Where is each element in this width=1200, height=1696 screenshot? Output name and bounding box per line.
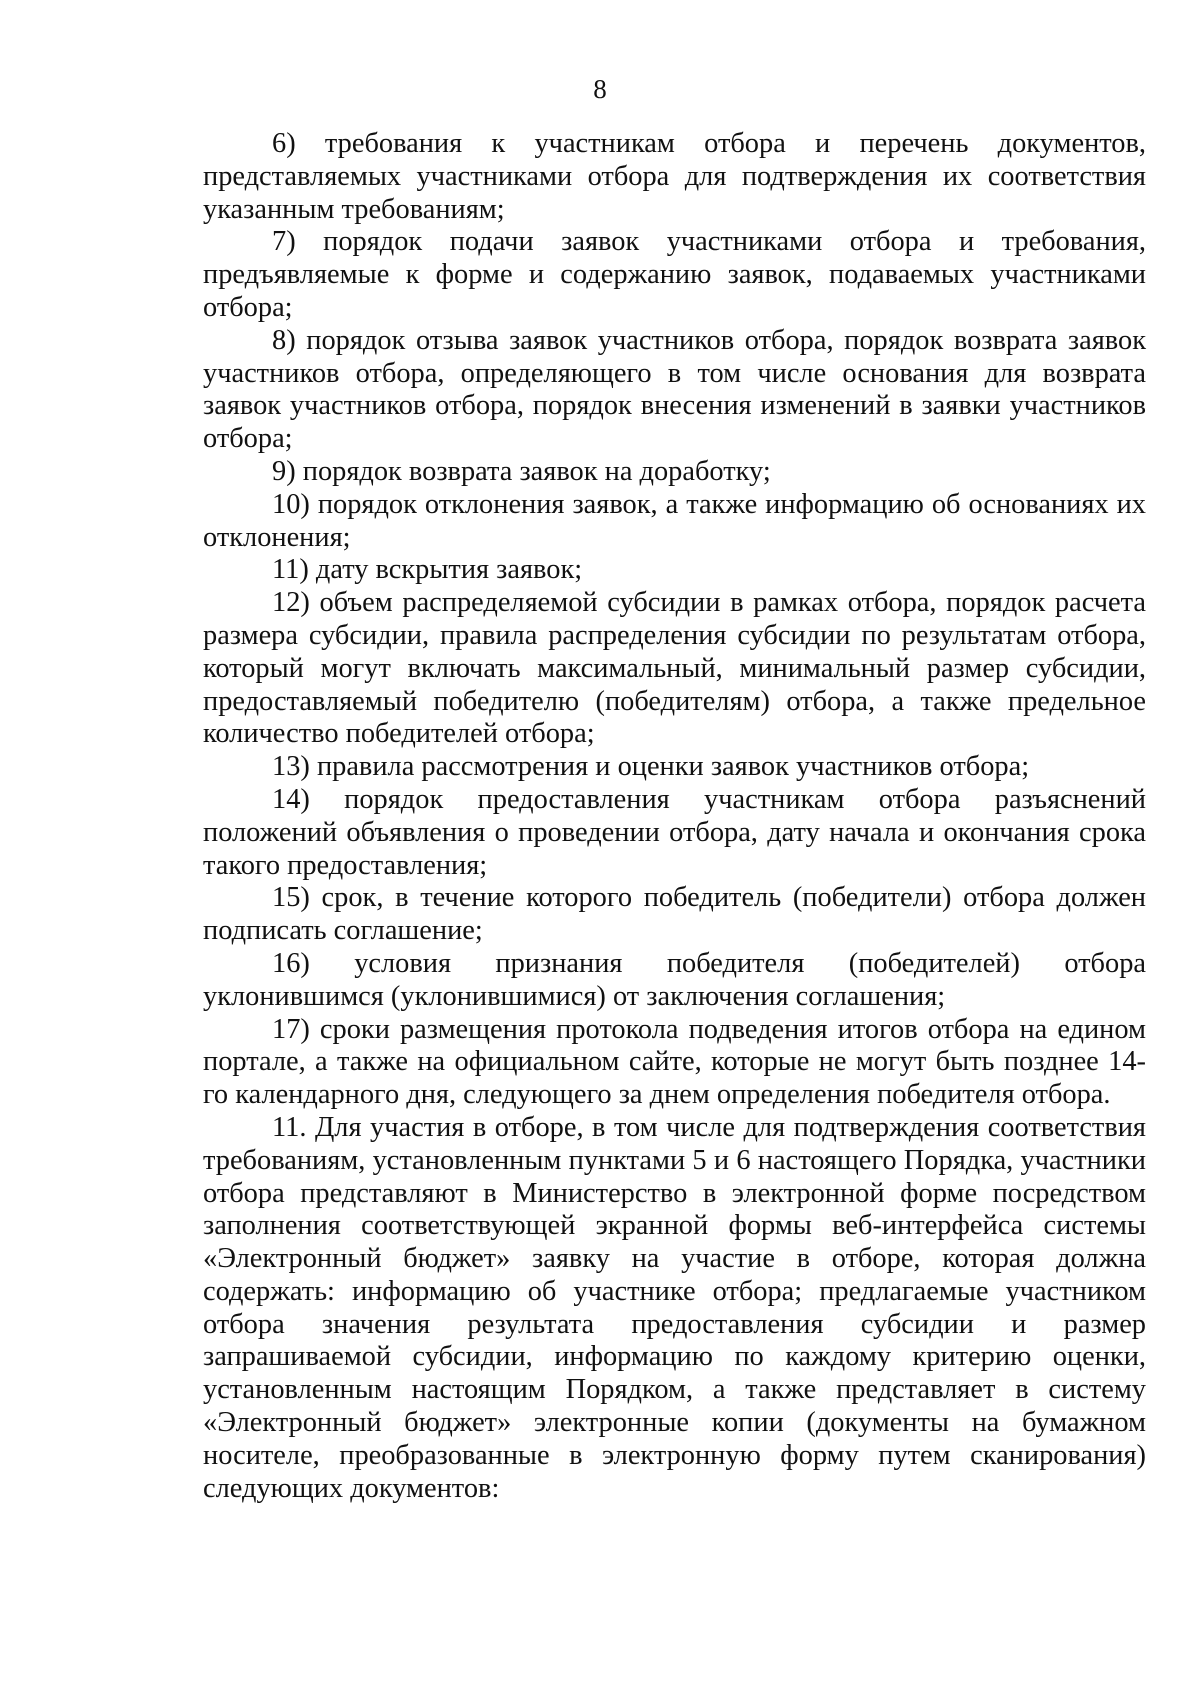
document-body (203, 128, 1146, 1505)
paragraph-item-12: 12) объем распределяемой субсидии в рамках отбора, порядок расчета размера субсидии, правила распределения субсидии по результатам отбора, который могут включать максимальный, минимальный размер субсидии, предоставляемый победителю (победителям) отбора, а также предельное количество победителей отбора; (203, 587, 1146, 750)
page-number: 8 (593, 74, 607, 104)
paragraph-item-8: 8) порядок отзыва заявок участников отбора, порядок возврата заявок участников отбора, определяющего в том числе основания для возврата заявок участников отбора, порядок внесения изменений в заявки участников отбора; (203, 324, 1146, 455)
paragraph-item-9: 9) порядок возврата заявок на доработку; (272, 455, 771, 487)
paragraph-item-17: 17) сроки размещения протокола подведения итогов отбора на едином портале, а также на официальном сайте, которые не могут быть позднее 14-го календарного дня, следующего за днем определения победителя отбора. (203, 1013, 1146, 1111)
paragraph-item-6: 6) требования к участникам отбора и перечень документов, представляемых участниками отбора для подтверждения их соответствия указанным требованиям; (203, 128, 1146, 225)
paragraph-item-10: 10) порядок отклонения заявок, а также информацию об основаниях их отклонения; (203, 488, 1146, 553)
paragraph-item-14: 14) порядок предоставления участникам отбора разъяснений положений объявления о проведении отбора, дату начала и окончания срока такого предоставления; (203, 783, 1146, 881)
paragraph-item-13: 13) правила рассмотрения и оценки заявок участников отбора; (272, 751, 1030, 783)
paragraph-clause-11: 11. Для участия в отборе, в том числе для подтверждения соответствия требованиям, установленным пунктами 5 и 6 настоящего Порядка, участники отбора представляют в Министерство в электронной форме посредством заполнения соответствующей экранной формы веб-интерфейса системы «Электронный бюджет» заявку на участие в отборе, которая должна содержать: информацию об участнике отбора; предлагаемые участником отбора значения результата предоставления субсидии и размер запрашиваемой субсидии, информацию по каждому критерию оценки, установленным настоящим Порядком, а также представляет в систему «Электронный бюджет» электронные копии (документы на бумажном носителе, преобразованные в электронную форму путем сканирования) следующих документов: (203, 1111, 1146, 1504)
paragraph-item-7: 7) порядок подачи заявок участниками отбора и требования, предъявляемые к форме и содержанию заявок, подаваемых участниками отбора; (203, 226, 1146, 323)
paragraph-item-16: 16) условия признания победителя (победителей) отбора уклонившимся (уклонившимися) от заключения соглашения; (203, 947, 1146, 1012)
paragraph-item-11: 11) дату вскрытия заявок; (272, 554, 583, 586)
paragraph-item-15: 15) срок, в течение которого победитель (победители) отбора должен подписать соглашение; (203, 882, 1146, 947)
